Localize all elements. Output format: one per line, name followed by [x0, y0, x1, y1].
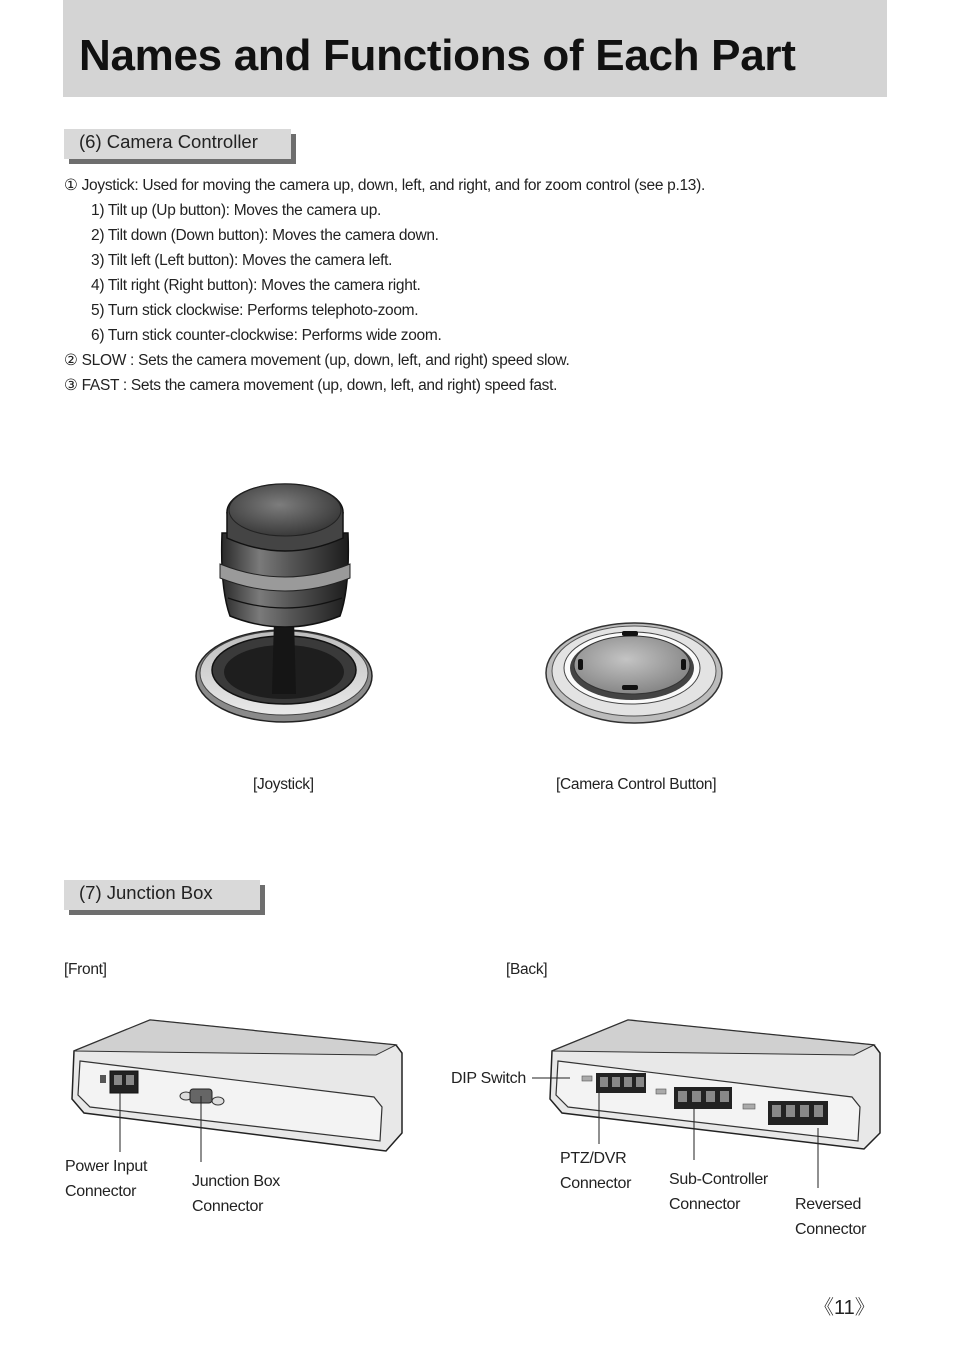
label-line: Power Input: [65, 1158, 148, 1175]
label-power-input-connector: [65, 1154, 147, 1204]
caption-joystick: [Joystick]: [253, 776, 314, 793]
caption-camera-control-button: [Camera Control Button]: [556, 776, 717, 793]
label-line: Reversed: [795, 1196, 862, 1213]
line-tilt-right: 4) Tilt right (Right button): Moves the camera right.: [91, 277, 421, 294]
line-clockwise: 5) Turn stick clockwise: Performs telephoto-zoom.: [91, 302, 419, 319]
section-heading-camera-controller: (6) Camera Controller: [64, 129, 291, 159]
label-line: Connector: [65, 1183, 137, 1200]
label-reversed-connector: [795, 1192, 866, 1242]
line-joystick: ① Joystick: Used for moving the camera up, down, left, and right, and for zoom control (see p.13).: [64, 177, 705, 194]
line-tilt-up: 1) Tilt up (Up button): Moves the camera up.: [91, 202, 382, 219]
label-dip-switch: DIP Switch: [451, 1070, 526, 1087]
label-ptz-dvr-connector: [560, 1146, 631, 1196]
label-line: Connector: [795, 1221, 867, 1238]
label-sub-controller-connector: [669, 1167, 768, 1217]
page-title: Names and Functions of Each Part: [79, 31, 796, 80]
label-front: [Front]: [64, 961, 107, 978]
section-heading-junction-box: (7) Junction Box: [64, 880, 260, 910]
label-junction-box-connector: [192, 1169, 280, 1219]
label-line: Connector: [669, 1196, 741, 1213]
line-fast: ③ FAST : Sets the camera movement (up, down, left, and right) speed fast.: [64, 377, 558, 394]
line-slow: ② SLOW : Sets the camera movement (up, down, left, and right) speed slow.: [64, 352, 570, 369]
line-tilt-left: 3) Tilt left (Left button): Moves the camera left.: [91, 252, 393, 269]
label-line: Connector: [560, 1175, 632, 1192]
label-line: PTZ/DVR: [560, 1150, 627, 1167]
label-line: Connector: [192, 1198, 264, 1215]
line-counter-clockwise: 6) Turn stick counter-clockwise: Performs wide zoom.: [91, 327, 442, 344]
line-tilt-down: 2) Tilt down (Down button): Moves the camera down.: [91, 227, 439, 244]
page-number: 《11》: [814, 1297, 875, 1319]
label-line: Sub-Controller: [669, 1171, 768, 1188]
label-line: Junction Box: [192, 1173, 281, 1190]
label-back: [Back]: [506, 961, 548, 978]
